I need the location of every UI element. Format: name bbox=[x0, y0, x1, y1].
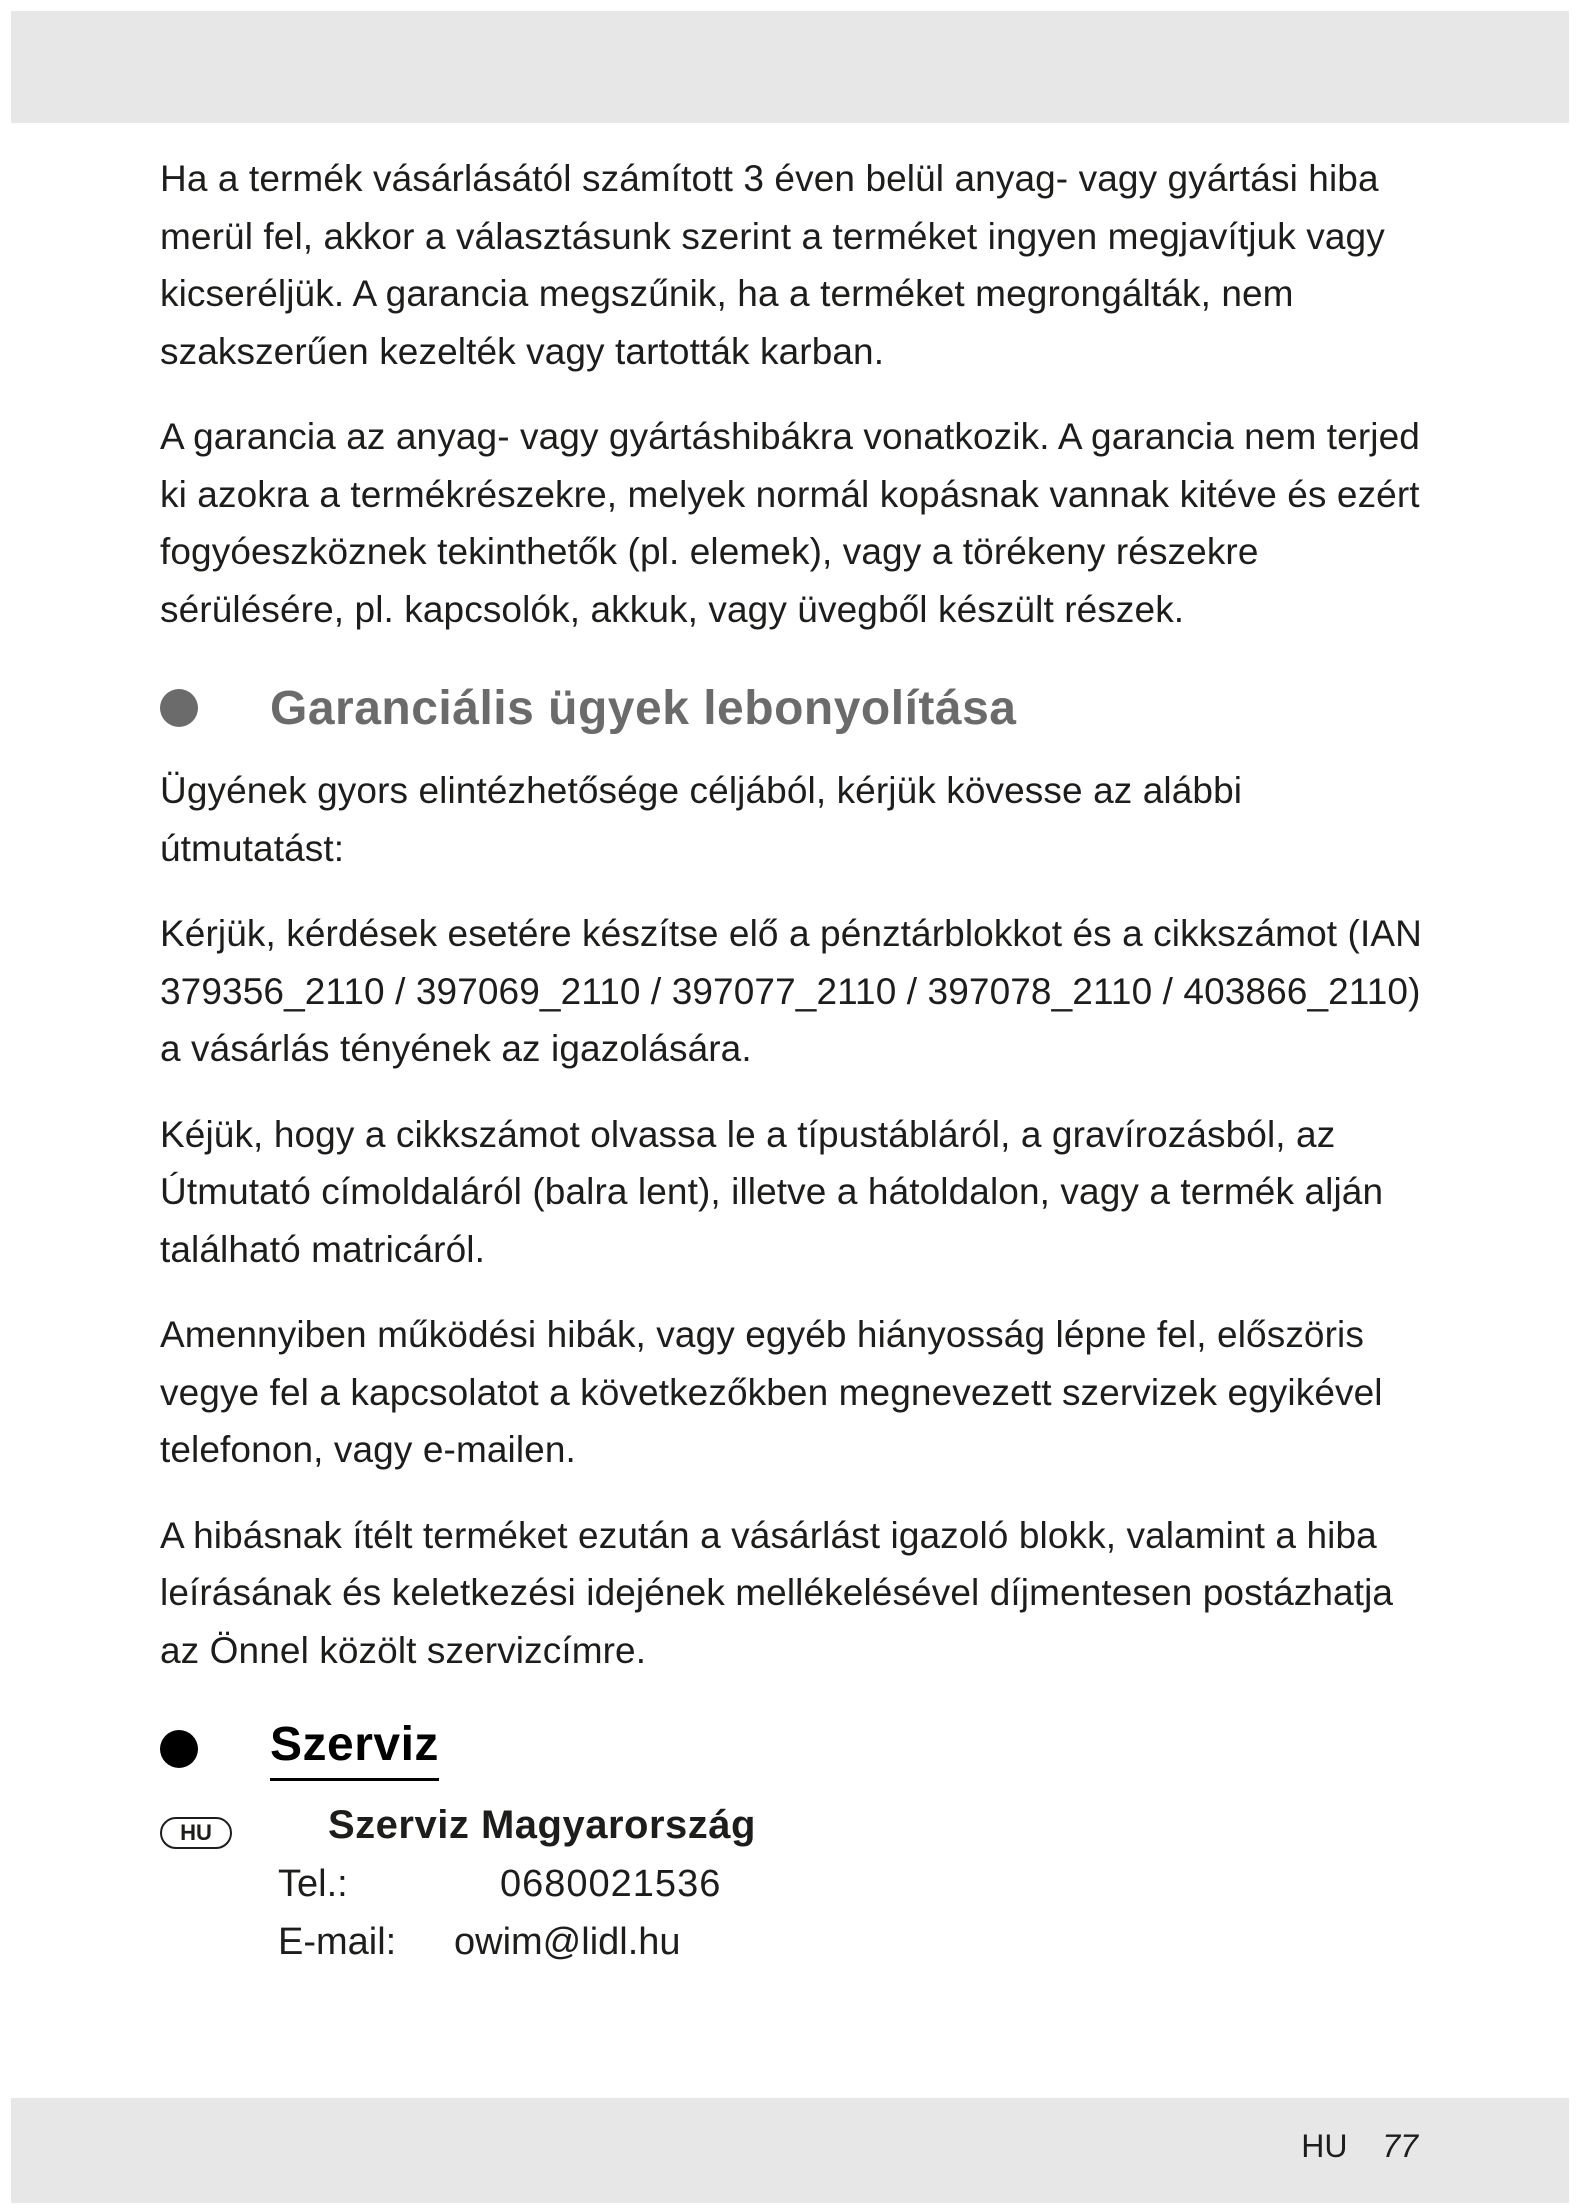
section-heading-service bbox=[160, 1717, 1430, 1781]
paragraph-instructions: Ügyének gyors elintézhetősége céljából, kérjük kövesse az alábbi útmutatást: bbox=[160, 770, 1243, 869]
paragraph-receipt-ian: Kérjük, kérdések esetére készítse elő a pénztárblokkot és a cikkszámot (IAN 379356_2110 / 397069_2110 / 397077_2110 / 397078_2110 / 403866_2110) a vásárlás tényének az igazolására. bbox=[160, 913, 1422, 1069]
email-label: E-mail: bbox=[278, 1921, 397, 1963]
bullet-icon bbox=[160, 1730, 198, 1768]
paragraph-contact-service: Amennyiben működési hibák, vagy egyéb hiányosság lépne fel, előszöris vegye fel a kapcsolatot a következőkben megnevezett szervizek egyikével telefonon, vagy e-mailen. bbox=[160, 1314, 1383, 1470]
page-number: 77 bbox=[1382, 2128, 1418, 2164]
service-name: Szerviz Magyarország bbox=[328, 1803, 756, 1847]
section-title: Garanciális ügyek lebonyolítása bbox=[270, 681, 1017, 735]
phone-label: Tel.: bbox=[278, 1863, 348, 1905]
header-band bbox=[11, 11, 1569, 123]
section-heading-warranty bbox=[160, 676, 1430, 740]
phone-row bbox=[278, 1863, 722, 1906]
paragraph-warranty-period: Ha a termék vásárlásától számított 3 éven belül anyag- vagy gyártási hiba merül fel, akkor a választásunk szerint a terméket ingyen megjavítjuk vagy kicseréljük. A garancia megszűnik, ha a terméket megrongálták, nem szakszerűen kezelték vagy tartották karban. bbox=[160, 158, 1385, 372]
country-badge: HU bbox=[160, 1817, 232, 1849]
page-footer bbox=[1301, 2128, 1418, 2165]
footer-language: HU bbox=[1301, 2128, 1348, 2164]
paragraph-warranty-scope: A garancia az anyag- vagy gyártáshibákra vonatkozik. A garancia nem terjed ki azokra a termékrészekre, melyek normál kopásnak vannak kitéve és ezért fogyóeszköznek tekinthetők (pl. elemek), vagy a törékeny részekre sérülésére, pl. kapcsolók, akkuk, vagy üvegből készült részek. bbox=[160, 416, 1420, 630]
service-contact-block bbox=[160, 1803, 1430, 1983]
bullet-icon bbox=[160, 689, 198, 727]
phone-number: 0680021536 bbox=[500, 1863, 722, 1905]
paragraph-article-number: Kéjük, hogy a cikkszámot olvassa le a típustábláról, a gravírozásból, az Útmutató címoldaláról (balra lent), illetve a hátoldalon, vagy a termék alján található matricáról. bbox=[160, 1113, 1384, 1270]
section-title: Szerviz bbox=[270, 1717, 439, 1781]
page-content bbox=[160, 150, 1430, 1983]
paragraph-postage: A hibásnak ítélt terméket ezután a vásárlást igazoló blokk, valamint a hiba leírásának és keletkezési idejének mellékelésével díjmentesen postázhatja az Önnel közölt szervizcímre. bbox=[160, 1514, 1394, 1671]
email-row bbox=[278, 1921, 681, 1964]
email-address: owim@lidl.hu bbox=[454, 1921, 681, 1963]
